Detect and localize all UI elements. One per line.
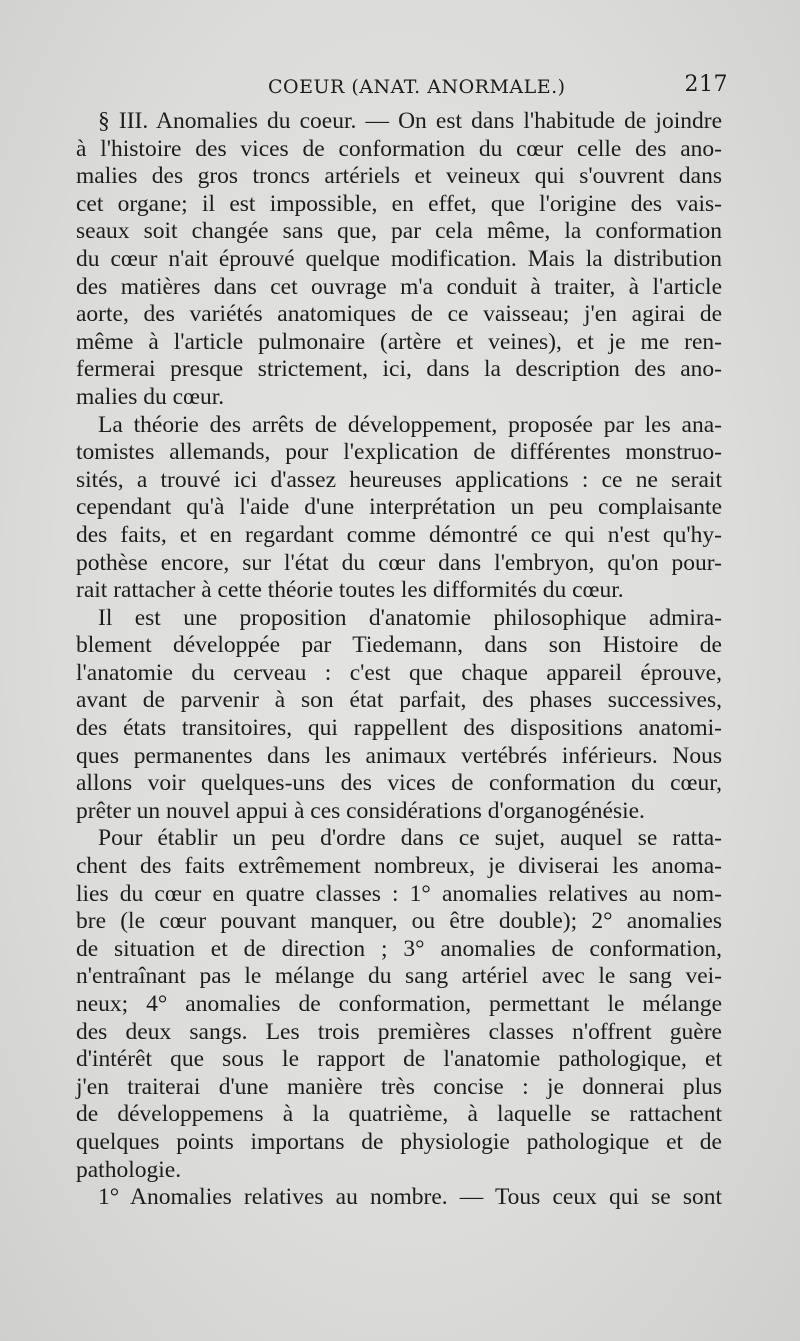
text-line: des faits, et en regardant comme démontré ce qui n'est qu'hy- (76, 521, 722, 548)
text-line: allons voir quelques-uns des vices de conformation du cœur, (76, 770, 722, 797)
text-line: § III. Anomalies du coeur. — On est dans l'habitude de joindre (98, 108, 722, 134)
running-header (78, 70, 728, 104)
text-line: cet organe; il est impossible, en effet, que l'origine des vais- (76, 190, 722, 217)
text-line: même à l'article pulmonaire (artère et veines), et je me ren- (76, 328, 722, 355)
text-line: chent des faits extrêmement nombreux, je diviserai les anoma- (76, 853, 722, 880)
text-line: l'anatomie du cerveau : c'est que chaque appareil éprouve, (76, 659, 722, 686)
text-line: fermerai presque strictement, ici, dans la description des ano- (76, 356, 722, 383)
text-line: du cœur n'ait éprouvé quelque modification. Mais la distribution (76, 245, 722, 272)
text-line: avant de parvenir à son état parfait, des phases successives, (76, 687, 722, 714)
text-line: de développemens à la quatrième, à laquelle se rattachent (76, 1101, 722, 1128)
text-line: cependant qu'à l'aide d'une interprétation un peu complaisante (76, 494, 722, 521)
text-line: neux; 4° anomalies de conformation, permettant le mélange (76, 991, 722, 1017)
page-number: 217 (684, 72, 728, 97)
text-line: tomistes allemands, pour l'explication de différentes monstruo- (76, 439, 722, 466)
text-line: n'entraînant pas le mélange du sang artériel avec le sang vei- (76, 963, 722, 990)
text-line: Il est une proposition d'anatomie philosophique admira- (98, 604, 722, 631)
text-line: d'intérêt que sous le rapport de l'anatomie pathologique, et (76, 1046, 722, 1073)
text-line: des matières dans cet ouvrage m'a conduit à traiter, à l'article (76, 273, 722, 300)
text-line: Pour établir un peu d'ordre dans ce sujet, auquel se ratta- (98, 825, 722, 852)
text-line: ques permanentes dans les animaux vertébrés inférieurs. Nous (76, 742, 722, 769)
text-line: La théorie des arrêts de développement, proposée par les ana- (98, 411, 722, 438)
text-line: 1° Anomalies relatives au nombre. — Tous ceux qui se sont (98, 1184, 722, 1211)
body-text (76, 108, 722, 1212)
text-line: de situation et de direction ; 3° anomalies de conformation, (76, 935, 722, 962)
text-line: pothèse encore, sur l'état du cœur dans l'embryon, qu'on pour- (76, 549, 722, 576)
text-line: aorte, des variétés anatomiques de ce vaisseau; j'en agirai de (76, 301, 722, 328)
text-line: quelques points importans de physiologie pathologique et de (76, 1128, 722, 1155)
text-line: j'en traiterai d'une manière très concise : je donnerai plus (76, 1073, 722, 1100)
text-line: à l'histoire des vices de conformation du cœur celle des ano- (76, 135, 722, 162)
text-line: bre (le cœur pouvant manquer, ou être double); 2° anomalies (76, 908, 722, 935)
text-line: lies du cœur en quatre classes : 1° anomalies relatives au nom- (76, 880, 722, 907)
text-line: seaux soit changée sans que, par cela même, la conformation (76, 218, 722, 245)
text-line: blement développée par Tiedemann, dans son Histoire de (76, 632, 722, 659)
text-line: rait rattacher à cette théorie toutes les difformités du cœur. (76, 577, 624, 604)
text-line: sités, a trouvé ici d'assez heureuses applications : ce ne serait (76, 466, 722, 493)
text-line: malies du cœur. (76, 383, 225, 410)
running-title: COEUR (ANAT. ANORMALE.) (268, 76, 566, 98)
text-line: malies des gros troncs artériels et veineux qui s'ouvrent dans (76, 163, 722, 190)
text-line: des deux sangs. Les trois premières classes n'offrent guère (76, 1018, 722, 1045)
text-line: prêter un nouvel appui à ces considérations d'organogénésie. (76, 797, 645, 824)
text-line: pathologie. (76, 1156, 182, 1183)
text-line: des états transitoires, qui rappellent des dispositions anatomi- (76, 715, 722, 742)
